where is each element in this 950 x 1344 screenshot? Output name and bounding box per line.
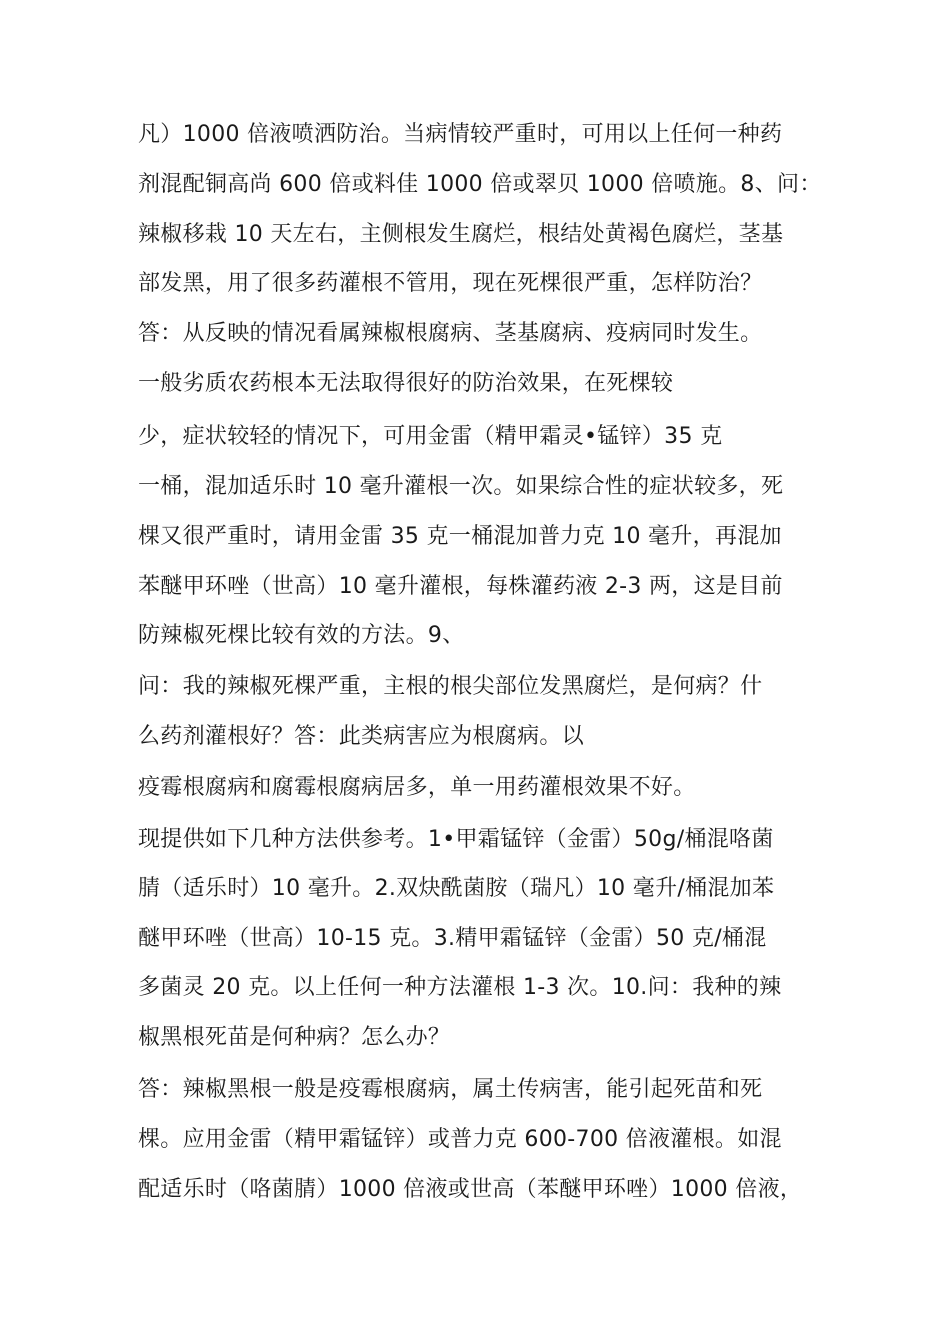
text-line: 苯醚甲环唑（世高）10 毫升灌根，每株灌药液 2-3 两，这是目前 <box>138 574 783 599</box>
text-line: 凡）1000 倍液喷洒防治。当病情较严重时，可用以上任何一种药 <box>138 122 783 147</box>
text-line: 醚甲环唑（世高）10-15 克。3.精甲霜锰锌（金雷）50 克/桶混 <box>138 926 767 951</box>
text-line: 剂混配铜高尚 600 倍或料佳 1000 倍或翠贝 1000 倍喷施。8、问： <box>138 172 822 197</box>
text-line: 疫霉根腐病和腐霉根腐病居多，单一用药灌根效果不好。 <box>138 775 696 800</box>
text-line: 么药剂灌根好？答：此类病害应为根腐病。以 <box>138 724 585 749</box>
text-line: 答：从反映的情况看属辣椒根腐病、茎基腐病、疫病同时发生。 <box>138 321 763 346</box>
text-line: 配适乐时（咯菌腈）1000 倍液或世高（苯醚甲环唑）1000 倍液， <box>138 1177 803 1202</box>
text-line: 部发黑，用了很多药灌根不管用，现在死棵很严重，怎样防治？ <box>138 271 763 296</box>
text-line: 棵。应用金雷（精甲霜锰锌）或普力克 600-700 倍液灌根。如混 <box>138 1127 782 1152</box>
text-line: 多菌灵 20 克。以上任何一种方法灌根 1-3 次。10.问：我种的辣 <box>138 975 782 1000</box>
text-line: 少，症状较轻的情况下，可用金雷（精甲霜灵•锰锌）35 克 <box>138 424 723 449</box>
text-line: 一桶，混加适乐时 10 毫升灌根一次。如果综合性的症状较多，死 <box>138 474 784 499</box>
text-line: 腈（适乐时）10 毫升。2.双炔酰菌胺（瑞凡）10 毫升/桶混加苯 <box>138 876 775 901</box>
text-line: 椒黑根死苗是何种病？怎么办？ <box>138 1025 451 1050</box>
text-line: 棵又很严重时，请用金雷 35 克一桶混加普力克 10 毫升，再混加 <box>138 524 782 549</box>
text-line: 防辣椒死棵比较有效的方法。9、 <box>138 623 465 648</box>
text-line: 问：我的辣椒死棵严重，主根的根尖部位发黑腐烂，是何病？什 <box>138 674 763 699</box>
text-line: 现提供如下几种方法供参考。1•甲霜锰锌（金雷）50g/桶混咯菌 <box>138 827 774 852</box>
text-line: 辣椒移栽 10 天左右，主侧根发生腐烂，根结处黄褐色腐烂，茎基 <box>138 222 784 247</box>
text-line: 答：辣椒黑根一般是疫霉根腐病，属土传病害，能引起死苗和死 <box>138 1077 763 1102</box>
text-line: 一般劣质农药根本无法取得很好的防治效果，在死棵较 <box>138 371 674 396</box>
